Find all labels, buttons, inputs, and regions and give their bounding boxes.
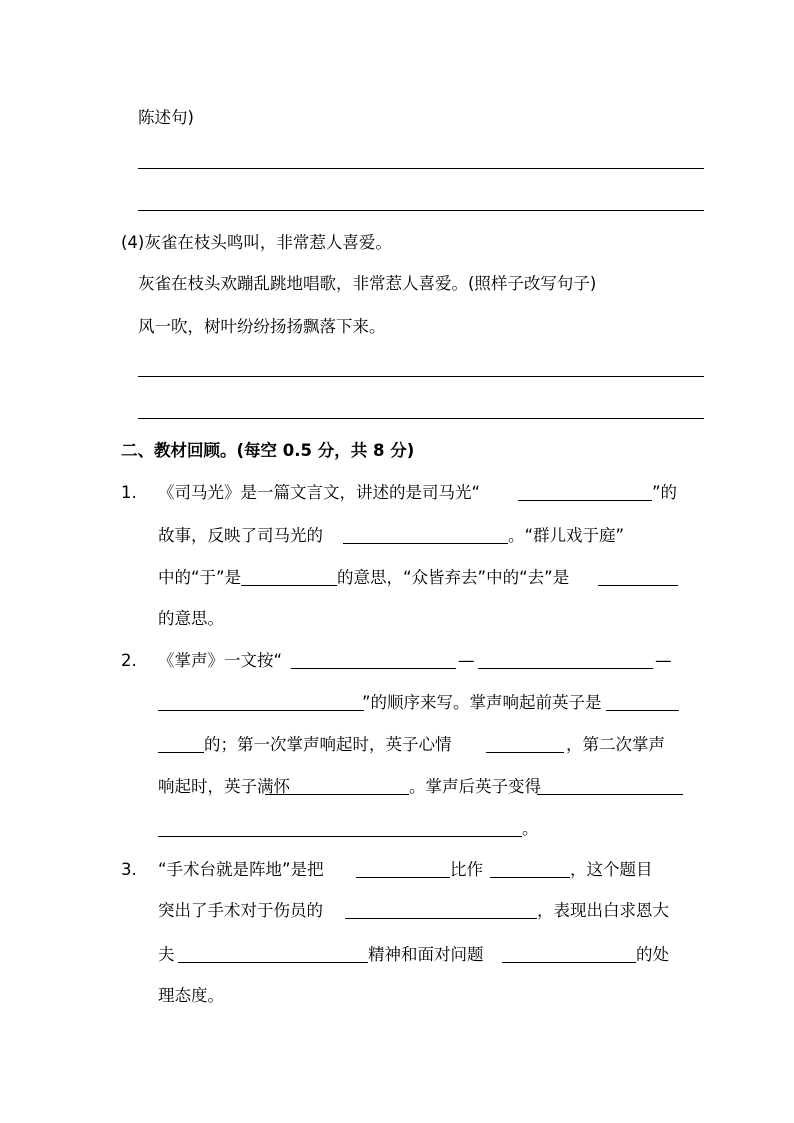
fill-blank[interactable]: [356, 877, 450, 878]
item-text: 。“群儿戏于庭”: [508, 526, 625, 545]
question-4-example: 灰雀在枝头欢蹦乱跳地唱歌，非常惹人喜爱。(照样子改写句子): [138, 274, 597, 293]
fill-blank[interactable]: [241, 585, 337, 586]
item-text: 中的“于”是: [158, 568, 242, 587]
fill-blank[interactable]: [518, 500, 652, 501]
item-text: ”的顺序来写。掌声响起前英子是: [362, 693, 602, 712]
item-text: 《掌声》一文按“: [158, 651, 283, 670]
item-text: 理态度。: [158, 986, 224, 1005]
question-3-tail: 陈述句): [138, 108, 194, 127]
fill-blank[interactable]: [158, 752, 204, 753]
item-text: 的；第一次掌声响起时，英子心情: [204, 735, 452, 754]
item-text: 精神和面对问题: [368, 945, 484, 964]
fill-blank[interactable]: [478, 668, 653, 669]
fill-blank[interactable]: [158, 710, 364, 711]
fill-blank[interactable]: [343, 543, 508, 544]
item-text: ，表现出白求恩大: [537, 901, 669, 920]
section-heading: 二、教材回顾。(每空 0.5 分，共 8 分): [121, 441, 415, 460]
item-number: 1.: [121, 483, 137, 502]
dash: —: [655, 651, 672, 670]
item-text: ，第二次掌声: [566, 735, 665, 754]
fill-blank[interactable]: [537, 794, 683, 795]
fill-blank[interactable]: [178, 962, 368, 963]
answer-line[interactable]: [138, 418, 704, 419]
answer-line[interactable]: [138, 376, 704, 377]
answer-line[interactable]: [138, 210, 704, 211]
dash: —: [458, 651, 475, 670]
fill-blank[interactable]: [598, 585, 678, 586]
fill-blank[interactable]: [345, 918, 537, 919]
item-number: 3.: [121, 860, 137, 879]
fill-blank[interactable]: [486, 752, 564, 753]
item-text: 的处: [636, 945, 669, 964]
fill-blank[interactable]: [291, 668, 456, 669]
item-text: 的意思。: [158, 609, 224, 628]
fill-blank[interactable]: [490, 877, 570, 878]
item-text: 比作: [450, 860, 483, 879]
item-text: 的意思，“众皆弃去”中的“去”是: [337, 568, 570, 587]
item-text: ，这个题目: [570, 860, 653, 879]
item-text: 。掌声后英子变得: [409, 777, 541, 796]
item-text: ”的: [652, 483, 678, 502]
item-text: 突出了手术对于伤员的: [158, 901, 323, 920]
fill-blank[interactable]: [158, 836, 522, 837]
fill-blank[interactable]: [606, 710, 679, 711]
question-4-title: (4)灰雀在枝头鸣叫，非常惹人喜爱。: [121, 233, 392, 252]
answer-line[interactable]: [138, 168, 704, 169]
item-text: 。: [522, 819, 539, 838]
item-text: 故事，反映了司马光的: [158, 526, 323, 545]
item-text: 《司马光》是一篇文言文，讲述的是司马光“: [158, 483, 481, 502]
item-text: “手术台就是阵地”是把: [158, 860, 324, 879]
item-text: 夫: [158, 945, 175, 964]
fill-blank[interactable]: [502, 962, 636, 963]
item-number: 2.: [121, 651, 137, 670]
fill-blank[interactable]: [265, 794, 409, 795]
item-text: 响起时，英子满怀: [158, 777, 290, 796]
question-4-prompt: 风一吹，树叶纷纷扬扬飘落下来。: [138, 317, 386, 336]
